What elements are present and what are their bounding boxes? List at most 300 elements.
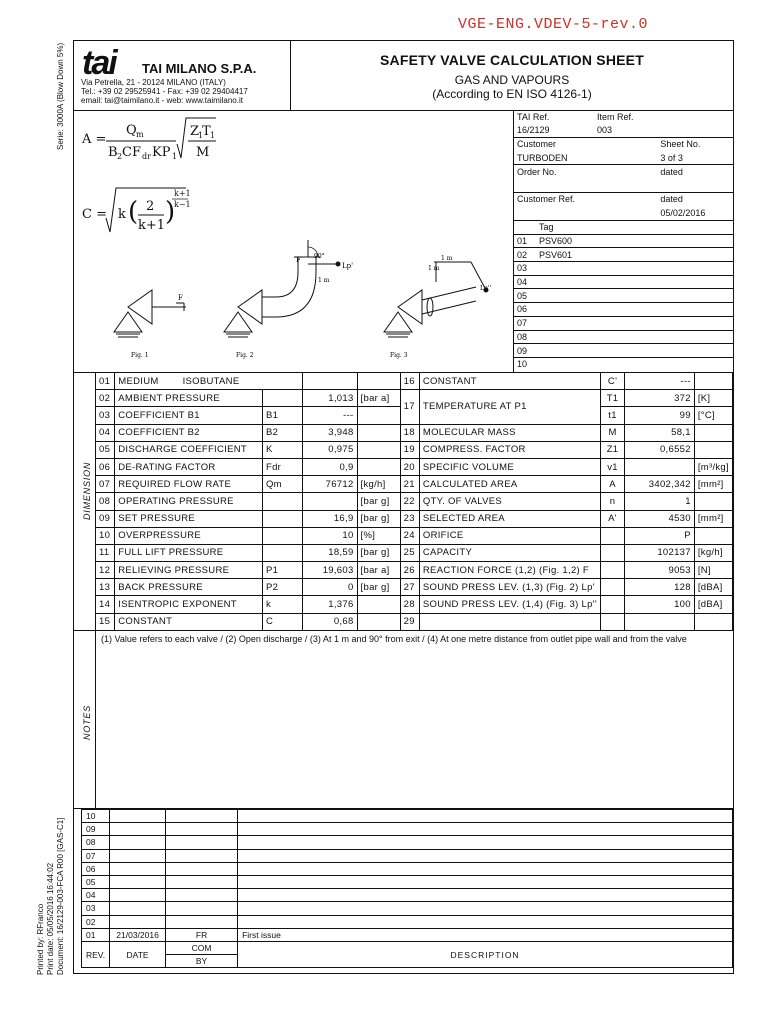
row-name: OPERATING PRESSURE bbox=[115, 493, 263, 510]
rev-desc bbox=[238, 810, 733, 823]
rev-desc bbox=[238, 915, 733, 928]
row-symbol: t1 bbox=[600, 407, 624, 424]
tag-no: 03 bbox=[513, 262, 535, 276]
svg-text:2: 2 bbox=[146, 199, 155, 214]
revision-row bbox=[82, 902, 733, 915]
data-row bbox=[96, 424, 733, 441]
row-symbol: Fdr bbox=[262, 458, 302, 475]
row-unit: [bar g] bbox=[357, 579, 400, 596]
rev-date bbox=[110, 889, 166, 902]
tag-row bbox=[513, 289, 733, 303]
notes-label: NOTES bbox=[82, 704, 92, 740]
row-symbol: C' bbox=[600, 373, 624, 390]
rev-date bbox=[110, 836, 166, 849]
row-value: 3,948 bbox=[303, 424, 357, 441]
tag-value bbox=[535, 262, 733, 276]
dimension-label: DIMENSION bbox=[82, 461, 92, 520]
row-symbol: Qm bbox=[262, 476, 302, 493]
rev-no: 02 bbox=[82, 915, 110, 928]
rev-by bbox=[166, 915, 238, 928]
row-name: SET PRESSURE bbox=[115, 510, 263, 527]
sheet-label: Sheet No. bbox=[660, 139, 701, 150]
row-symbol: A bbox=[600, 476, 624, 493]
row-no: 15 bbox=[96, 613, 115, 630]
tai-ref-value: 16/2129 bbox=[517, 125, 550, 136]
row-unit bbox=[357, 596, 400, 613]
row-symbol: P1 bbox=[262, 562, 302, 579]
tag-table bbox=[513, 220, 733, 371]
customer-value: TURBODEN bbox=[517, 152, 568, 163]
row-name: AMBIENT PRESSURE bbox=[115, 390, 263, 407]
row-unit: [kg/h] bbox=[357, 476, 400, 493]
row-symbol bbox=[600, 596, 624, 613]
tag-header: Tag bbox=[535, 221, 733, 235]
data-row bbox=[96, 613, 733, 630]
medium-value: ISOBUTANE bbox=[182, 375, 240, 387]
row-value: --- bbox=[625, 373, 695, 390]
row-unit: [N] bbox=[694, 562, 732, 579]
fig2-lp-label: Lp' bbox=[342, 262, 354, 270]
row-name bbox=[115, 373, 303, 390]
row-no: 05 bbox=[96, 441, 115, 458]
row-value bbox=[303, 373, 357, 390]
tag-value bbox=[535, 330, 733, 344]
row-symbol: B2 bbox=[262, 424, 302, 441]
row-name: ORIFICE bbox=[419, 527, 600, 544]
row-name: COEFFICIENT B1 bbox=[115, 407, 263, 424]
row-value: 76712 bbox=[303, 476, 357, 493]
rev-by bbox=[166, 902, 238, 915]
tag-value bbox=[535, 316, 733, 330]
data-row bbox=[96, 527, 733, 544]
row-no: 04 bbox=[96, 424, 115, 441]
revision-row bbox=[82, 875, 733, 888]
email-line: email: tai@taimilano.it - web: www.taimilano.it bbox=[81, 96, 243, 105]
svg-text:dr: dr bbox=[142, 152, 151, 161]
row-name: CONSTANT bbox=[419, 373, 600, 390]
tag-no: 02 bbox=[513, 248, 535, 262]
data-row bbox=[96, 390, 733, 407]
row-unit bbox=[694, 493, 732, 510]
data-row bbox=[96, 579, 733, 596]
row-no: 18 bbox=[400, 424, 419, 441]
company-address bbox=[81, 78, 248, 105]
tag-value bbox=[535, 275, 733, 289]
row-no: 17 bbox=[400, 390, 419, 424]
row-no: 23 bbox=[400, 510, 419, 527]
formulas-figures bbox=[76, 112, 512, 370]
row-unit: [°C] bbox=[694, 407, 732, 424]
rev-by bbox=[166, 862, 238, 875]
row-value: 4530 bbox=[625, 510, 695, 527]
row-no: 07 bbox=[96, 476, 115, 493]
row-value: 0,68 bbox=[303, 613, 357, 630]
rev-desc bbox=[238, 836, 733, 849]
row-value bbox=[625, 458, 695, 475]
row-no: 24 bbox=[400, 527, 419, 544]
row-no: 20 bbox=[400, 458, 419, 475]
data-row bbox=[96, 510, 733, 527]
row-unit: [dBA] bbox=[694, 596, 732, 613]
rev-no: 04 bbox=[82, 889, 110, 902]
row-symbol: K bbox=[262, 441, 302, 458]
row-unit: [mm²] bbox=[694, 510, 732, 527]
row-no: 08 bbox=[96, 493, 115, 510]
rev-date bbox=[110, 875, 166, 888]
rev-date bbox=[110, 862, 166, 875]
row-no: 16 bbox=[400, 373, 419, 390]
rev-by bbox=[166, 836, 238, 849]
row-value bbox=[303, 493, 357, 510]
row-unit bbox=[694, 373, 732, 390]
rev-date: 21/03/2016 bbox=[110, 928, 166, 941]
tag-no: 04 bbox=[513, 275, 535, 289]
row-symbol bbox=[600, 579, 624, 596]
row-unit: [%] bbox=[357, 527, 400, 544]
row-no: 27 bbox=[400, 579, 419, 596]
tag-row bbox=[513, 275, 733, 289]
rev-by bbox=[166, 889, 238, 902]
row-name: FULL LIFT PRESSURE bbox=[115, 544, 263, 561]
row-unit bbox=[694, 613, 732, 630]
row-name: BACK PRESSURE bbox=[115, 579, 263, 596]
row-unit: [K] bbox=[694, 390, 732, 407]
row-name: RELIEVING PRESSURE bbox=[115, 562, 263, 579]
rev-date bbox=[110, 902, 166, 915]
tag-row bbox=[513, 248, 733, 262]
row-unit: [bar a] bbox=[357, 390, 400, 407]
row-unit: [bar g] bbox=[357, 544, 400, 561]
revision-row bbox=[82, 823, 733, 836]
row-value: 10 bbox=[303, 527, 357, 544]
rev-desc bbox=[238, 889, 733, 902]
document-ref: Document: 16/2129-003-FCA R00 [GAS-C1] bbox=[56, 817, 65, 975]
data-row bbox=[96, 493, 733, 510]
tag-no: 05 bbox=[513, 289, 535, 303]
row-unit bbox=[357, 373, 400, 390]
row-name: SOUND PRESS LEV. (1,4) (Fig. 3) Lp'' bbox=[419, 596, 600, 613]
row-unit bbox=[357, 613, 400, 630]
document-code: VGE-ENG.VDEV-5-rev.0 bbox=[458, 16, 649, 33]
rev-desc bbox=[238, 849, 733, 862]
date-header: DATE bbox=[110, 941, 166, 967]
rev-date bbox=[110, 849, 166, 862]
rev-by bbox=[166, 849, 238, 862]
row-no: 06 bbox=[96, 458, 115, 475]
rev-date bbox=[110, 915, 166, 928]
rev-no: 10 bbox=[82, 810, 110, 823]
svg-text:C =: C = bbox=[82, 207, 107, 222]
row-name: TEMPERATURE AT P1 bbox=[419, 390, 600, 424]
row-symbol bbox=[262, 493, 302, 510]
svg-text:B: B bbox=[108, 145, 118, 160]
customer-label: Customer bbox=[517, 139, 557, 150]
row-name: COEFFICIENT B2 bbox=[115, 424, 263, 441]
row-no: 13 bbox=[96, 579, 115, 596]
row-value: P bbox=[625, 527, 695, 544]
fig2-force-label: F bbox=[296, 256, 301, 264]
row-symbol bbox=[600, 544, 624, 561]
revision-table bbox=[81, 809, 733, 968]
tag-no: 01 bbox=[513, 234, 535, 248]
rev-desc bbox=[238, 902, 733, 915]
fig2-label: Fig. 2 bbox=[236, 352, 254, 359]
row-no: 11 bbox=[96, 544, 115, 561]
row-unit: [m³/kg] bbox=[694, 458, 732, 475]
row-unit: [bar a] bbox=[357, 562, 400, 579]
row-no: 01 bbox=[96, 373, 115, 390]
rev-no: 05 bbox=[82, 875, 110, 888]
dated-label: dated bbox=[660, 166, 683, 177]
fig3-label: Fig. 3 bbox=[390, 352, 408, 359]
row-symbol: P2 bbox=[262, 579, 302, 596]
row-value: --- bbox=[303, 407, 357, 424]
row-value: 9053 bbox=[625, 562, 695, 579]
fig3-dist-label: 1 m bbox=[441, 255, 453, 262]
row-symbol: n bbox=[600, 493, 624, 510]
rev-date bbox=[110, 810, 166, 823]
row-name: CONSTANT bbox=[115, 613, 263, 630]
revision-row bbox=[82, 849, 733, 862]
company-name: TAI MILANO S.P.A. bbox=[142, 61, 257, 76]
tag-no: 07 bbox=[513, 316, 535, 330]
revision-row bbox=[82, 928, 733, 941]
row-unit: [bar g] bbox=[357, 493, 400, 510]
series-label: Serie: 3000A (Blow Down 5%) bbox=[56, 42, 65, 150]
row-name: OVERPRESSURE bbox=[115, 527, 263, 544]
reference-info bbox=[513, 110, 733, 220]
address-line: Via Petrella, 21 - 20124 MILANO (ITALY) bbox=[81, 78, 226, 87]
row-no: 22 bbox=[400, 493, 419, 510]
row-unit bbox=[694, 527, 732, 544]
printed-by: Printed by: RFranco bbox=[36, 903, 45, 975]
revision-row bbox=[82, 836, 733, 849]
fig1-label: Fig. 1 bbox=[131, 352, 149, 359]
rev-no: 09 bbox=[82, 823, 110, 836]
row-name: ISENTROPIC EXPONENT bbox=[115, 596, 263, 613]
title-box bbox=[291, 41, 733, 110]
item-ref-value: 003 bbox=[597, 125, 613, 136]
rev-desc bbox=[238, 875, 733, 888]
dated2-value: 05/02/2016 bbox=[660, 207, 706, 218]
svg-text:k−1: k−1 bbox=[174, 200, 191, 209]
row-symbol: v1 bbox=[600, 458, 624, 475]
row-name: COMPRESS. FACTOR bbox=[419, 441, 600, 458]
print-date: Print date: 05/05/2016 16:44:02 bbox=[46, 862, 55, 975]
row-symbol bbox=[262, 527, 302, 544]
rev-date bbox=[110, 823, 166, 836]
row-name: SPECIFIC VOLUME bbox=[419, 458, 600, 475]
tai-ref-label: TAI Ref. bbox=[517, 111, 550, 122]
tag-row bbox=[513, 234, 733, 248]
data-row bbox=[96, 562, 733, 579]
svg-text:1: 1 bbox=[210, 131, 216, 140]
row-symbol: k bbox=[262, 596, 302, 613]
svg-text:k+1: k+1 bbox=[138, 218, 166, 233]
row-symbol: T1 bbox=[600, 390, 624, 407]
row-name: CALCULATED AREA bbox=[419, 476, 600, 493]
row-name bbox=[419, 613, 600, 630]
tag-value bbox=[535, 303, 733, 317]
dated-value bbox=[656, 178, 733, 192]
svg-text:Z: Z bbox=[190, 124, 200, 139]
row-unit bbox=[357, 458, 400, 475]
rev-header: REV. bbox=[82, 941, 110, 967]
fig1-force-label: F bbox=[178, 294, 183, 302]
svg-text:Q: Q bbox=[126, 123, 137, 138]
svg-text:CF: CF bbox=[122, 145, 141, 160]
row-no: 28 bbox=[400, 596, 419, 613]
svg-text:k: k bbox=[118, 207, 126, 222]
row-name: SOUND PRESS LEV. (1,3) (Fig. 2) Lp' bbox=[419, 579, 600, 596]
row-no: 02 bbox=[96, 390, 115, 407]
row-name: DISCHARGE COEFFICIENT bbox=[115, 441, 263, 458]
order-value bbox=[513, 178, 656, 192]
row-name: DE-RATING FACTOR bbox=[115, 458, 263, 475]
row-symbol bbox=[262, 544, 302, 561]
company-logo: tai bbox=[82, 44, 116, 82]
calculation-table bbox=[95, 372, 733, 631]
row-value: 0,6552 bbox=[625, 441, 695, 458]
row-no: 21 bbox=[400, 476, 419, 493]
row-value: 0,975 bbox=[303, 441, 357, 458]
revision-header bbox=[82, 941, 733, 954]
row-value: 18,59 bbox=[303, 544, 357, 561]
tag-no: 10 bbox=[513, 357, 535, 371]
row-unit: [dBA] bbox=[694, 579, 732, 596]
svg-text:M: M bbox=[196, 145, 210, 160]
row-symbol bbox=[600, 613, 624, 630]
row-name: SELECTED AREA bbox=[419, 510, 600, 527]
company-box bbox=[74, 41, 291, 110]
row-no: 12 bbox=[96, 562, 115, 579]
row-unit bbox=[357, 407, 400, 424]
item-ref-label: Item Ref. bbox=[597, 111, 634, 122]
rev-no: 08 bbox=[82, 836, 110, 849]
fig3-dist2-label: 1 m bbox=[428, 265, 440, 272]
revision-row bbox=[82, 862, 733, 875]
row-value: 0,9 bbox=[303, 458, 357, 475]
rev-by bbox=[166, 875, 238, 888]
svg-text:1: 1 bbox=[198, 131, 204, 140]
sheet-title: SAFETY VALVE CALCULATION SHEET bbox=[380, 52, 644, 68]
row-value: 16,9 bbox=[303, 510, 357, 527]
tag-value bbox=[535, 289, 733, 303]
row-no: 19 bbox=[400, 441, 419, 458]
svg-text:KP: KP bbox=[152, 145, 171, 160]
dated2-label: dated bbox=[660, 194, 683, 205]
row-name: REACTION FORCE (1,2) (Fig. 1,2) F bbox=[419, 562, 600, 579]
row-unit bbox=[357, 441, 400, 458]
row-symbol: A' bbox=[600, 510, 624, 527]
data-row bbox=[96, 596, 733, 613]
svg-text:): ) bbox=[165, 197, 176, 227]
revision-row bbox=[82, 915, 733, 928]
tag-value bbox=[535, 357, 733, 371]
data-row bbox=[96, 441, 733, 458]
data-row bbox=[96, 373, 733, 390]
tag-row bbox=[513, 357, 733, 371]
row-symbol bbox=[262, 390, 302, 407]
phone-line: Tel.: +39 02 29525941 - Fax: +39 02 29404417 bbox=[81, 87, 248, 96]
row-name: QTY. OF VALVES bbox=[419, 493, 600, 510]
row-symbol bbox=[600, 562, 624, 579]
row-value: 102137 bbox=[625, 544, 695, 561]
row-value: 0 bbox=[303, 579, 357, 596]
svg-text:A =: A = bbox=[82, 132, 107, 147]
tag-row bbox=[513, 303, 733, 317]
data-row bbox=[96, 544, 733, 561]
svg-text:k+1: k+1 bbox=[174, 189, 191, 198]
row-value: 1,376 bbox=[303, 596, 357, 613]
customer-ref-value bbox=[513, 206, 656, 220]
row-no: 09 bbox=[96, 510, 115, 527]
row-no: 10 bbox=[96, 527, 115, 544]
row-value: 372 bbox=[625, 390, 695, 407]
description-header: DESCRIPTION bbox=[238, 941, 733, 967]
tag-no: 06 bbox=[513, 303, 535, 317]
row-value: 1,013 bbox=[303, 390, 357, 407]
rev-by bbox=[166, 810, 238, 823]
row-value: 58,1 bbox=[625, 424, 695, 441]
row-no: 14 bbox=[96, 596, 115, 613]
rev-desc bbox=[238, 862, 733, 875]
row-name: REQUIRED FLOW RATE bbox=[115, 476, 263, 493]
row-symbol: B1 bbox=[262, 407, 302, 424]
tag-value bbox=[535, 344, 733, 358]
tag-row bbox=[513, 262, 733, 276]
svg-text:1: 1 bbox=[172, 152, 178, 161]
row-no: 26 bbox=[400, 562, 419, 579]
row-symbol: M bbox=[600, 424, 624, 441]
row-no: 03 bbox=[96, 407, 115, 424]
sheet-value: 3 of 3 bbox=[660, 152, 683, 163]
header bbox=[74, 41, 733, 110]
row-unit bbox=[694, 441, 732, 458]
row-value: 3402,342 bbox=[625, 476, 695, 493]
rev-no: 07 bbox=[82, 849, 110, 862]
row-unit bbox=[357, 424, 400, 441]
row-unit: [kg/h] bbox=[694, 544, 732, 561]
row-unit: [mm²] bbox=[694, 476, 732, 493]
row-value: 128 bbox=[625, 579, 695, 596]
row-unit: [bar g] bbox=[357, 510, 400, 527]
svg-text:2: 2 bbox=[117, 152, 123, 161]
by-header: BY bbox=[166, 955, 238, 968]
customer-ref-label: Customer Ref. bbox=[517, 194, 576, 205]
rev-desc: First issue bbox=[238, 928, 733, 941]
row-unit bbox=[694, 424, 732, 441]
fig3-lp-label: Lp'' bbox=[480, 285, 492, 292]
data-row bbox=[96, 476, 733, 493]
row-symbol: C bbox=[262, 613, 302, 630]
tag-value: PSV601 bbox=[535, 248, 733, 262]
rev-desc bbox=[238, 823, 733, 836]
row-symbol bbox=[600, 527, 624, 544]
rev-no: 06 bbox=[82, 862, 110, 875]
tag-no: 08 bbox=[513, 330, 535, 344]
tag-value: PSV600 bbox=[535, 234, 733, 248]
rev-by bbox=[166, 823, 238, 836]
row-name-text: MEDIUM bbox=[118, 375, 159, 387]
notes-text: (1) Value refers to each valve / (2) Open discharge / (3) At 1 m and 90° from exit / (4) At one metre distance from outlet pipe wall and from the valve bbox=[101, 634, 687, 644]
sheet-subtitle: GAS AND VAPOURS bbox=[454, 73, 570, 87]
rev-no: 01 bbox=[82, 928, 110, 941]
revision-row bbox=[82, 810, 733, 823]
fig2-dist-label: 1 m bbox=[318, 277, 330, 284]
svg-text:T: T bbox=[202, 124, 211, 139]
rev-no: 03 bbox=[82, 902, 110, 915]
